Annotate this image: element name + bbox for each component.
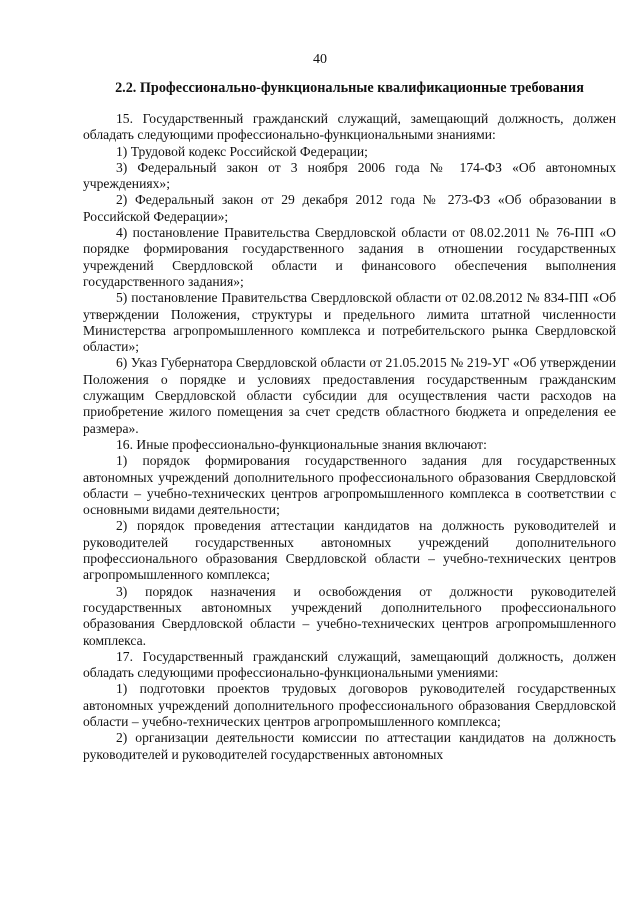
paragraph: 2) порядок проведения аттестации кандидатов на должность руководителей и руководителей государственных автономных учреждений дополнительного профессионального образования Свердловской области – учебно-технических центров агропромышленного комплекса; (83, 518, 616, 583)
paragraph: 2) организации деятельности комиссии по аттестации кандидатов на должность руководителей и руководителей государственных автономных (83, 730, 616, 762)
paragraph: 17. Государственный гражданский служащий, замещающий должность, должен обладать следующими профессионально-функциональными умениями: (83, 648, 616, 681)
paragraph: 1) Трудовой кодекс Российской Федерации; (116, 143, 368, 159)
document-body (83, 111, 616, 763)
paragraph: 3) Федеральный закон от 3 ноября 2006 года № 174-ФЗ «Об автономных учреждениях»; (83, 159, 616, 192)
paragraph: 15. Государственный гражданский служащий, замещающий должность, должен обладать следующими профессионально-функциональными знаниями: (83, 111, 616, 143)
paragraph: 3) порядок назначения и освобождения от должности руководителей государственных автономных учреждений дополнительного профессионального образования Свердловской области – учебно-технических центров агропромышленного комплекса. (83, 583, 616, 648)
paragraph: 2) Федеральный закон от 29 декабря 2012 года № 273-ФЗ «Об образовании в Российской Федерации»; (83, 192, 616, 224)
paragraph: 6) Указ Губернатора Свердловской области от 21.05.2015 № 219-УГ «Об утверждении Положения о порядке и условиях предоставления государственным гражданским служащим Свердловской области субсидии для осуществления части расходов на приобретение жилого помещения за счет средств областного бюджета и определения ее размера». (83, 355, 616, 436)
paragraph: 5) постановление Правительства Свердловской области от 02.08.2012 № 834-ПП «Об утверждении Положения, структуры и предельного лимита штатной численности Министерства агропромышленного комплекса и потребительского рынка Свердловской области»; (83, 290, 616, 355)
section-heading: 2.2. Профессионально-функциональные квалификационные требования (115, 80, 584, 96)
page-number: 40 (313, 52, 327, 67)
paragraph: 16. Иные профессионально-функциональные знания включают: (116, 436, 487, 452)
paragraph: 1) порядок формирования государственного задания для государственных автономных учреждений дополнительного профессионального образования Свердловской области – учебно-технических центров агропромышленного комплекса в соответствии с основными видами деятельности; (83, 453, 616, 518)
paragraph: 4) постановление Правительства Свердловской области от 08.02.2011 № 76-ПП «О порядке формирования государственного задания в отношении государственных учреждений Свердловской области и финансового обеспечения выполнения государственного задания»; (83, 225, 616, 289)
paragraph: 1) подготовки проектов трудовых договоров руководителей государственных автономных учреждений дополнительного профессионального образования Свердловской области – учебно-технических центров агропромышленного комплекса; (83, 681, 616, 729)
